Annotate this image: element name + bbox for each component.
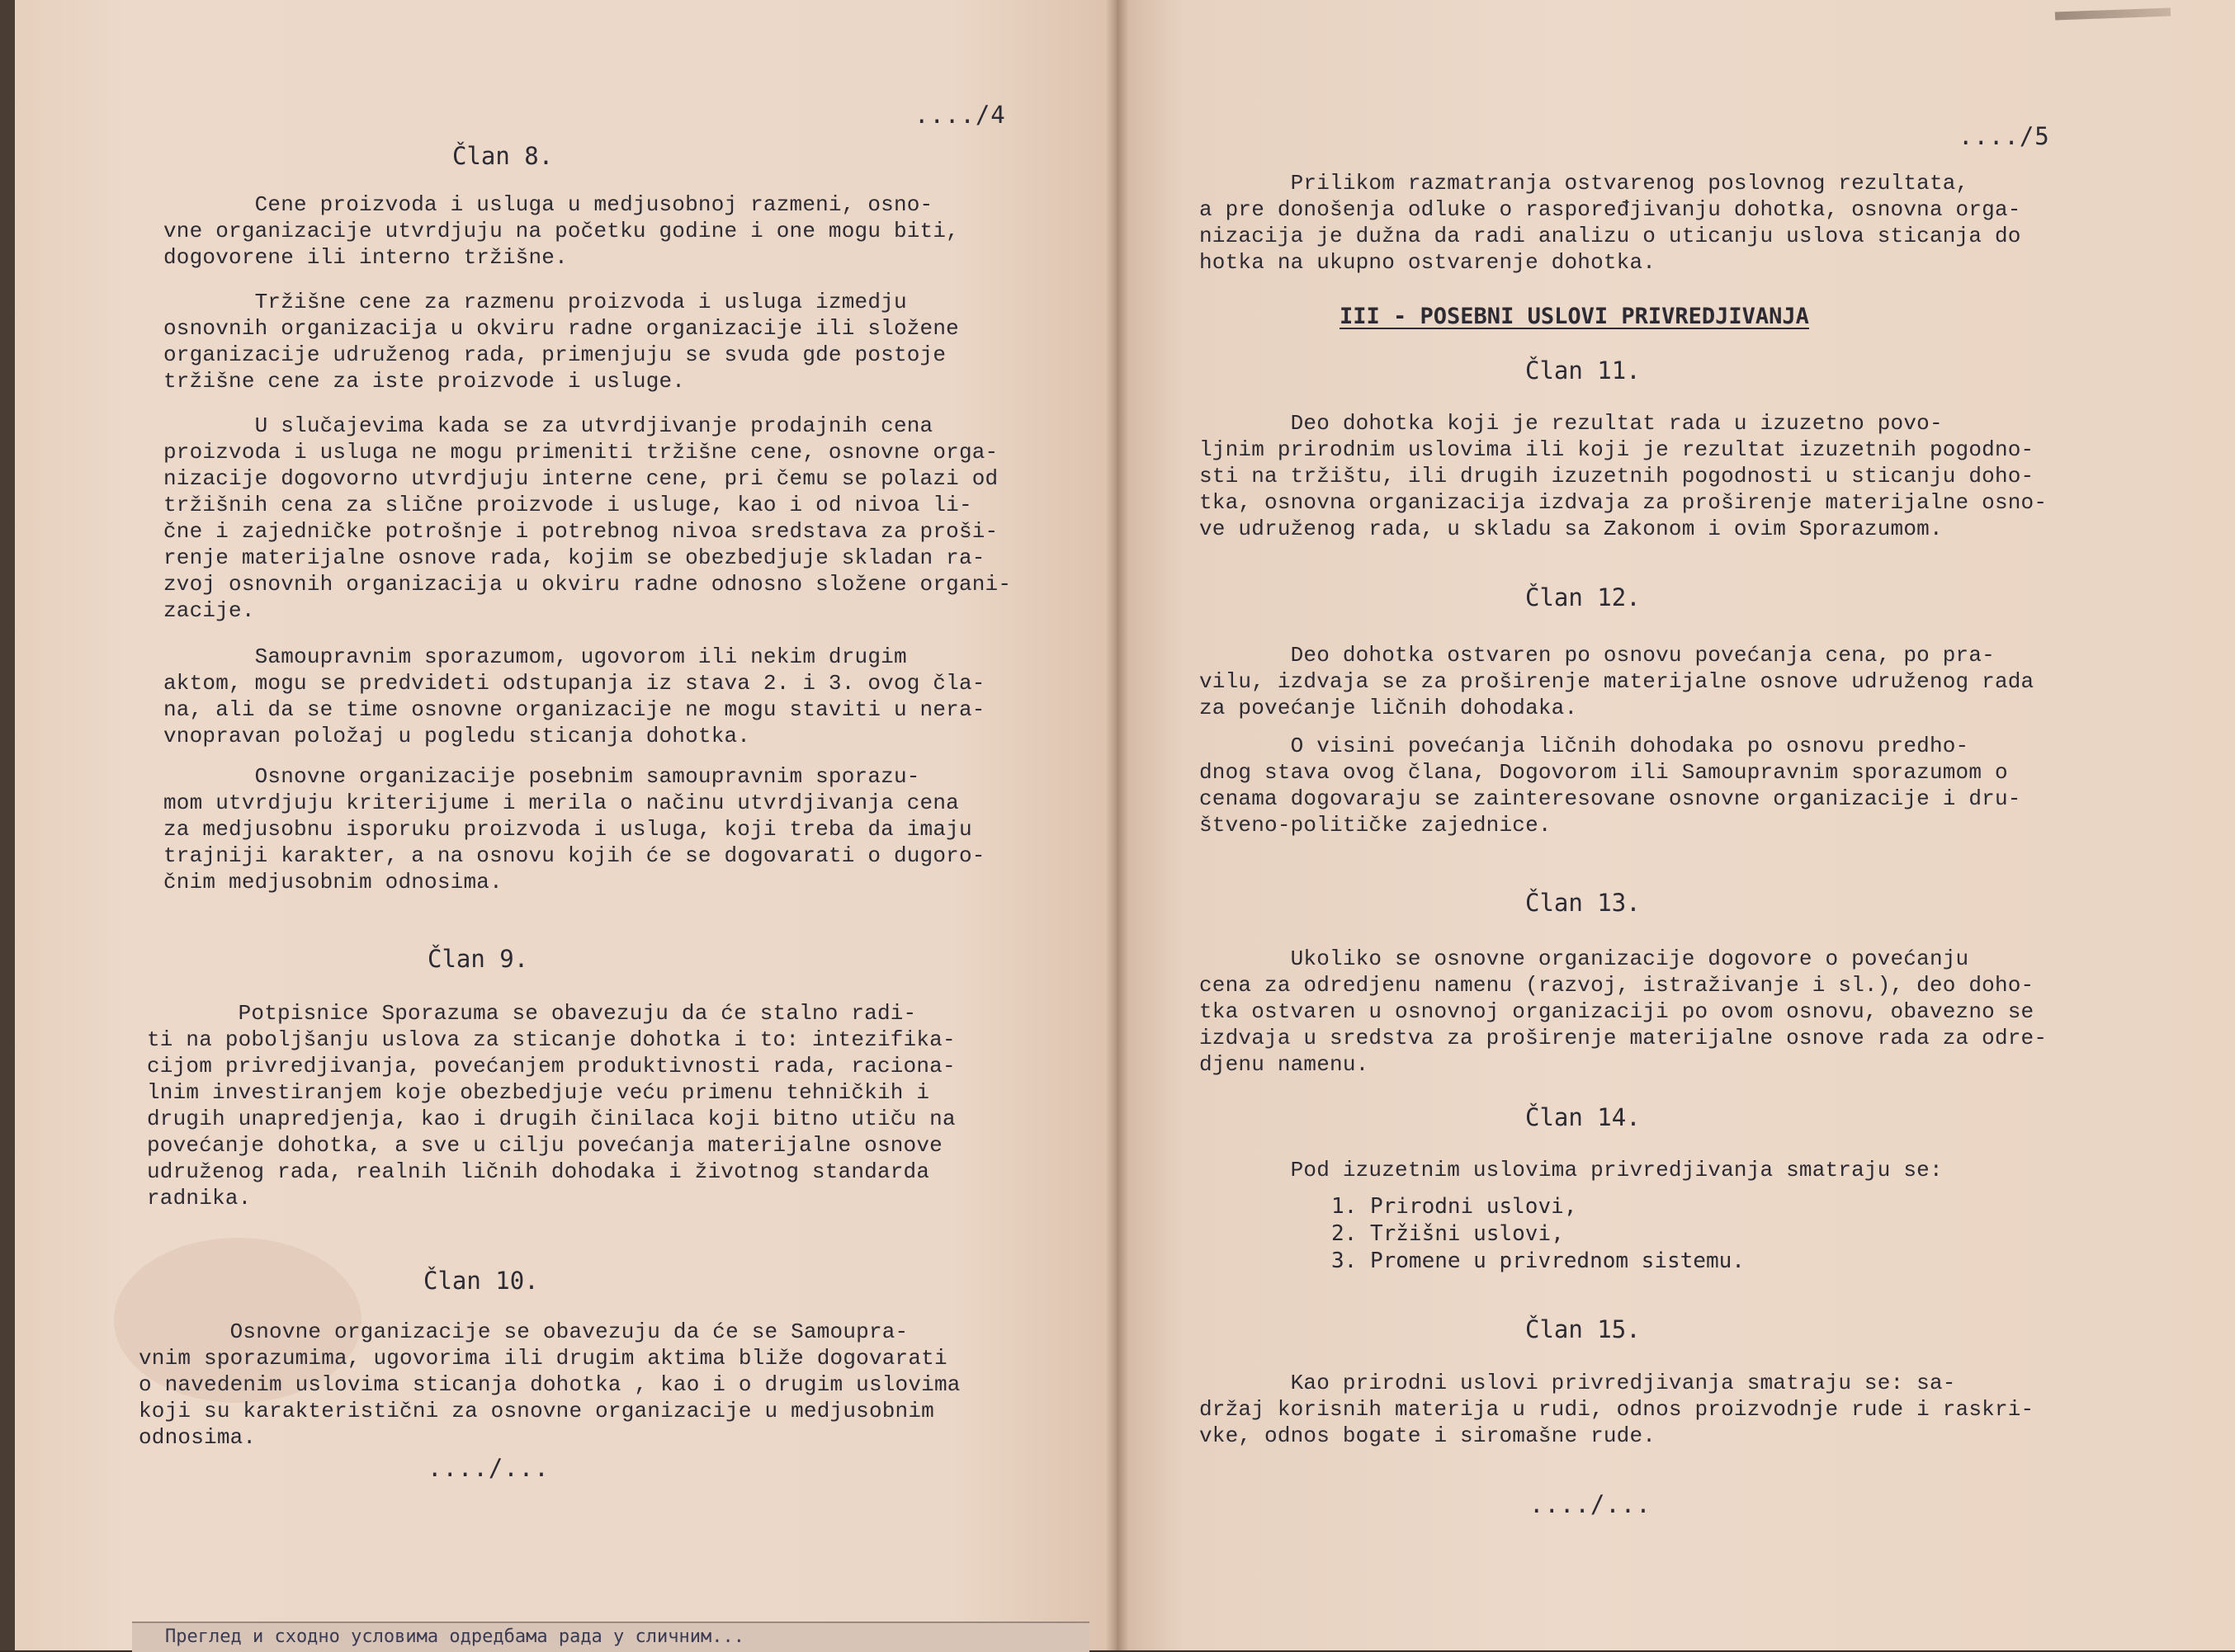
clan-12-paragraph-2: O visini povećanja ličnih dohodaka po osnovu predho- dnog stava ovog člana, Dogovorom ili Samoupravnim sporazumom o cenama dogovaraju se zainteresovane osnovne organizacije i dru- štveno-političke zajednice.: [1199, 734, 2021, 838]
clan-12-paragraph-1: Deo dohotka ostvaren po osnovu povećanja cena, po pra- vilu, izdvaja se za proširenje materijalne osnove udruženog rada za povećanje ličnih dohodaka.: [1199, 643, 2034, 720]
continuation-marker-left: ..../...: [428, 1454, 550, 1482]
underlying-page-text: Преглед и сходно условима одредбама рада у сличним...: [165, 1626, 744, 1647]
clan-8-paragraph-2: Tržišne cene za razmenu proizvoda i usluga izmedju osnovnih organizacija u okviru radne organizacije ili složene organizacije udruženog rada, primenjuju se svuda gde postoje tržišne cene za iste proizvode i usluge.: [163, 290, 959, 394]
clan-14-heading: Član 14.: [1525, 1103, 1641, 1131]
clan-9-heading: Član 9.: [428, 945, 529, 973]
clan-11-paragraph-1: Deo dohotka koji je rezultat rada u izuzetno povo- ljnim prirodnim uslovima ili koji je rezultat izuzetnih pogodno- sti na tržištu, ili drugih izuzetnih pogodnosti u sticanju doho- tka, osnovna organizacija izdvaja za proširenje materijalne osno- ve udruženog rada, u skladu sa Zakonom i ovim Sporazumom.: [1199, 411, 2048, 541]
clan-13-paragraph-1: Ukoliko se osnovne organizacije dogovore o povećanju cena za odredjenu namenu (razvoj, istraživanje i sl.), deo doho- tka ostvaren u osnovnoj organizaciji po ovom osnovu, obavezno se izdvaja u sredstva za proširenje materijalne osnove rada za odre- djenu namenu.: [1199, 946, 2048, 1077]
clan-15-heading: Član 15.: [1525, 1315, 1641, 1343]
left-page: [15, 0, 1117, 1650]
list-item: 1. Prirodni uslovi,: [1331, 1194, 1577, 1219]
intro-paragraph: Prilikom razmatranja ostvarenog poslovnog rezultata, a pre donošenja odluke o raspoređjivanju dohotka, osnovna orga- nizacija je dužna da radi analizu o uticanju uslova sticanja do hotka na ukupno ostvarenje dohotka.: [1199, 171, 2021, 275]
clan-12-heading: Član 12.: [1525, 583, 1641, 611]
book-gutter: [1106, 0, 1129, 1650]
clan-9-paragraph-1: Potpisnice Sporazuma se obavezuju da će stalno radi- ti na poboljšanju uslova za sticanje dohotka i to: intezifika- cijom privredjivanja, povećanjem produktivnosti rada, raciona- lnim investiranjem koje obezbedjuje veću primenu tehničkih i drugih unapredjenja, kao i drugih činilaca koji bitno utiču na povećanje dohotka, a sve u cilju povećanja materijalne osnove udruženog rada, realnih ličnih dohodaka i životnog standarda radnika.: [147, 1001, 956, 1211]
clan-8-paragraph-4: Samoupravnim sporazumom, ugovorom ili nekim drugim aktom, mogu se predvideti odstupanja iz stava 2. i 3. ovog čla- na, ali da se time osnovne organizacije ne mogu staviti u nera- vnopravan položaj u pogledu sticanja dohotka.: [163, 644, 985, 748]
clan-11-heading: Član 11.: [1525, 356, 1641, 385]
clan-10-paragraph-1: Osnovne organizacije se obavezuju da će se Samoupra- vnim sporazumima, ugovorima ili drugim aktima bliže dogovarati o navedenim uslovima sticanja dohotka , kao i o drugim uslovima koji su karakteristični za osnovne organizacije u medjusobnim odnosima.: [139, 1319, 961, 1450]
clan-8-paragraph-5: Osnovne organizacije posebnim samoupravnim sporazu- mom utvrdjuju kriterijume i merila o načinu utvrdjivanja cena za medjusobnu isporuku proizvoda i usluga, koji treba da imaju trajniji karakter, a na osnovu kojih će se dogovarati o dugoro- čnim medjusobnim odnosima.: [163, 764, 985, 894]
clan-13-heading: Član 13.: [1525, 889, 1641, 917]
clan-8-paragraph-3: U slučajevima kada se za utvrdjivanje prodajnih cena proizvoda i usluga ne mogu primeniti tržišne cene, osnovne orga- nizacije dogovorno utvrdjuju interne cene, pri čemu se polazi od tržišnih cena za slične proizvode i usluge, kao i od nivoa li- čne i zajedničke potrošnje i potrebnog nivoa sredstava za proši- renje materijalne osnove rada, kojim se obezbedjuje skladan ra- zvoj osnovnih organizacija u okviru radne odnosno složene organi- zacije.: [163, 413, 1012, 623]
list-item: 3. Promene u privrednom sistemu.: [1331, 1248, 1745, 1273]
right-page: [1117, 0, 2235, 1650]
section-title: III - POSEBNI USLOVI PRIVREDJIVANJA: [1340, 304, 1809, 329]
clan-10-heading: Član 10.: [423, 1267, 539, 1295]
clan-8-paragraph-1: Cene proizvoda i usluga u medjusobnoj razmeni, osno- vne organizacije utvrdjuju na početku godine i one mogu biti, dogovorene ili interno tržišne.: [163, 192, 959, 270]
continuation-marker-right: ..../...: [1529, 1490, 1651, 1518]
clan-8-heading: Član 8.: [452, 142, 554, 170]
page-number-5: ..../5: [1959, 122, 2050, 150]
clan-14-list: [1331, 1193, 1745, 1275]
clan-14-intro: Pod izuzetnim uslovima privredjivanja smatraju se:: [1199, 1158, 1943, 1182]
list-item: 2. Tržišni uslovi,: [1331, 1221, 1564, 1246]
underlying-page-strip: [132, 1621, 1089, 1652]
page-number-4: ..../4: [914, 101, 1006, 129]
clan-15-paragraph-1: Kao prirodni uslovi privredjivanja smatraju se: sa- držaj korisnih materija u rudi, odnos proizvodnje rude i raskri- vke, odnos bogate i siromašne rude.: [1199, 1371, 2034, 1448]
